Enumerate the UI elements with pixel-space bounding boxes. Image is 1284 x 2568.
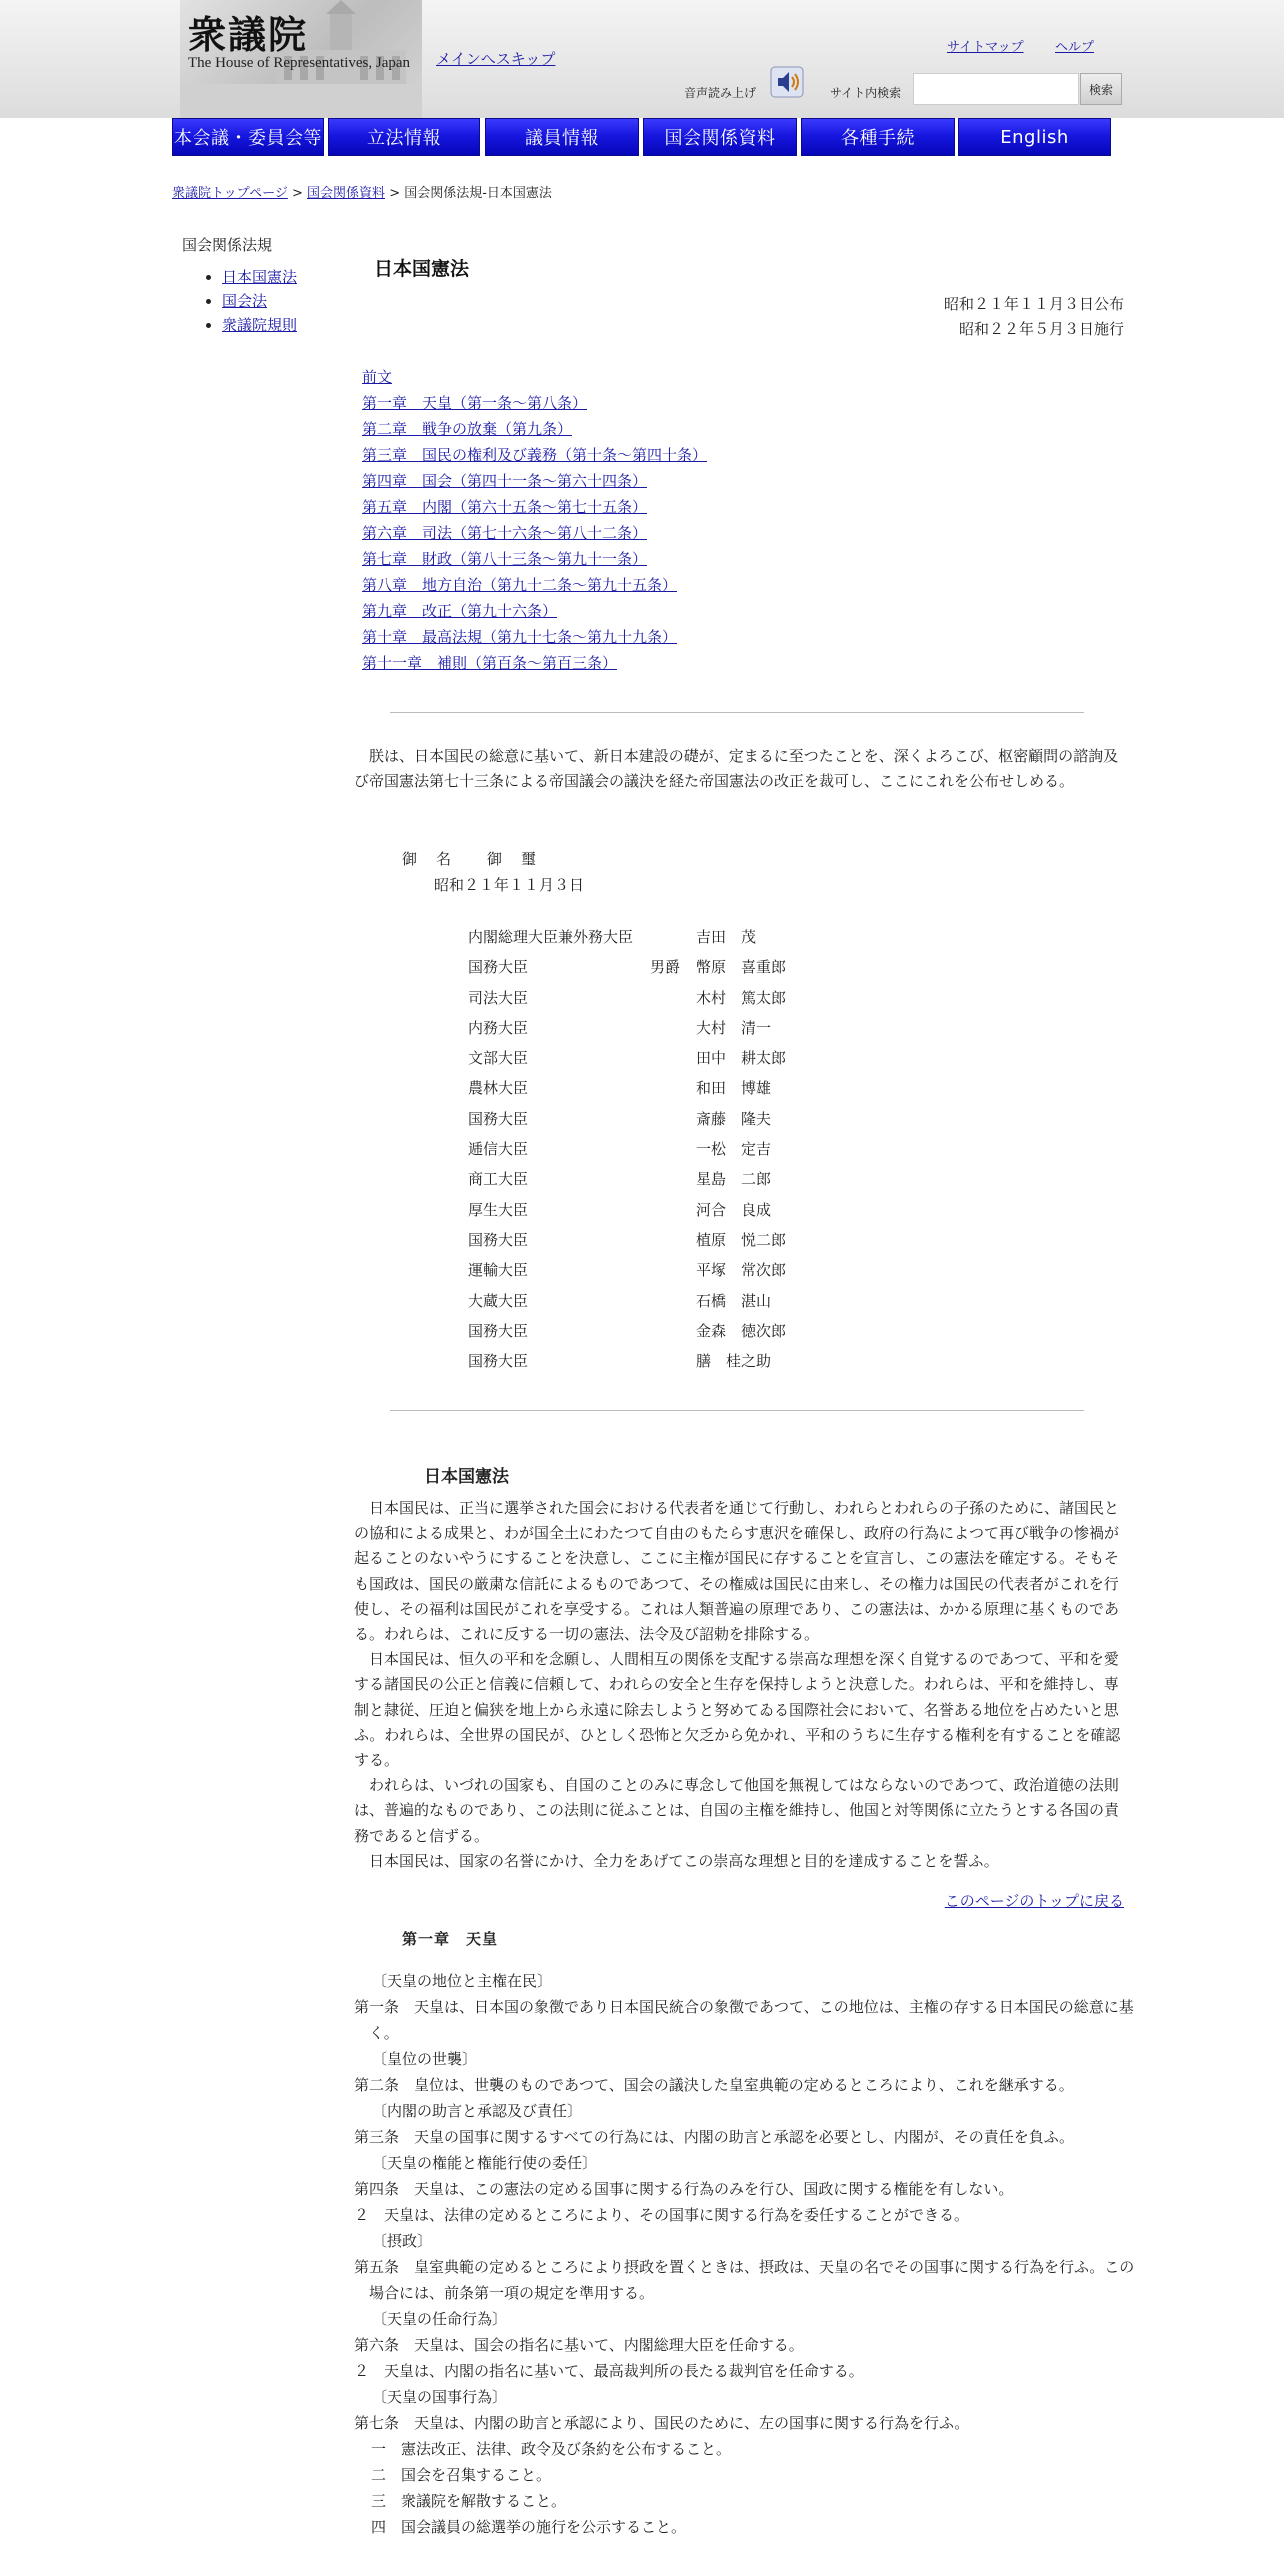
nav-english[interactable]: English xyxy=(958,118,1111,156)
sidebar-item xyxy=(222,289,352,313)
divider xyxy=(390,712,1084,713)
article-item: 一 憲法改正、法律、政令及び条約を公布すること。 xyxy=(371,2440,732,2458)
skip-to-main-link[interactable]: メインへスキップ xyxy=(436,50,556,68)
article-text: 第二条 皇位は、世襲のものであつて、国会の議決した皇室典範の定めるところにより、これを継承する。 xyxy=(354,2076,1074,2094)
sidebar xyxy=(182,234,352,337)
minister-title: 商工大臣 xyxy=(468,1170,529,1189)
minister-title: 大蔵大臣 xyxy=(468,1291,529,1310)
sidebar-link-house-rules[interactable]: 衆議院規則 xyxy=(222,316,298,334)
sidebar-item xyxy=(222,313,352,337)
preamble-paragraph: 日本国民は、恒久の平和を念願し、人間相互の関係を支配する崇高な理想を深く自覚するのであつて、平和を愛する諸国民の公正と信義に信頼して、われらの安全と生存を保持しようと決意した。われらは、平和を維持し、専制と隷従、圧迫と偏狭を地上から永遠に除去しようと努めてゐる国際社会において、名誉ある地位を占めたいと思ふ。われらは、全世界の国民が、ひとしく恐怖と欠乏から免かれ、平和のうちに生存する権利を有することを確認する。 xyxy=(354,1650,1121,1770)
sidebar-item xyxy=(222,265,352,289)
minister-title: 国務大臣 xyxy=(468,1109,529,1128)
toc-link[interactable]: 第八章 地方自治（第九十二条～第九十五条） xyxy=(362,576,678,594)
site-logo[interactable] xyxy=(180,0,422,118)
minister-name: 植原 悦二郎 xyxy=(696,1230,787,1249)
chapter-title: 第一章 天皇 xyxy=(402,1930,499,1948)
article-text: 第六条 天皇は、国会の指名に基いて、内閣総理大臣を任命する。 xyxy=(354,2336,804,2354)
article-caption: 〔天皇の国事行為〕 xyxy=(372,2388,508,2406)
minister-title: 国務大臣 xyxy=(468,958,529,977)
sidebar-link-diet-law[interactable]: 国会法 xyxy=(222,292,268,310)
global-navigation xyxy=(172,118,1112,156)
nav-plenary-committees[interactable]: 本会議・委員会等 xyxy=(172,118,324,156)
imperial-edict: 朕は、日本国民の総意に基いて、新日本建設の礎が、定まるに至つたことを、深くよろこび、枢密顧問の諮詢及び帝国憲法第七十三条による帝国議会の議決を経た帝国憲法の改正を裁可し、ここにこれを公布せしめる。 xyxy=(354,747,1119,790)
imperial-name-seal: 御 名 御 璽 xyxy=(402,850,539,868)
article-caption: 〔天皇の任命行為〕 xyxy=(372,2310,508,2328)
minister-name: 石橋 湛山 xyxy=(696,1291,772,1310)
speaker-icon[interactable] xyxy=(770,66,804,98)
article-caption: 〔皇位の世襲〕 xyxy=(372,2050,478,2068)
article-caption: 〔摂政〕 xyxy=(372,2232,433,2250)
article-item: 三 衆議院を解散すること。 xyxy=(371,2492,567,2510)
minister-title: 運輸大臣 xyxy=(468,1261,529,1280)
minister-name: 平塚 常次郎 xyxy=(696,1261,787,1280)
minister-name: 吉田 茂 xyxy=(696,928,757,946)
logo-english-text: The House of Representatives, Japan xyxy=(188,55,411,71)
breadcrumb-current: 国会関係法規-日本国憲法 xyxy=(404,186,552,201)
edict-date: 昭和２１年１１月３日 xyxy=(434,876,585,894)
minister-name: 木村 篤太郎 xyxy=(696,988,787,1007)
preamble-paragraph: 日本国民は、国家の名誉にかけ、全力をあげてこの崇高な理想と目的を達成することを誓ふ。 xyxy=(369,1851,999,1870)
minister-title: 国務大臣 xyxy=(468,1230,529,1249)
minister-name: 星島 二郎 xyxy=(696,1170,772,1189)
minister-title: 農林大臣 xyxy=(468,1079,529,1098)
article-text: 第五条 皇室典範の定めるところにより摂政を置くときは、摂政は、天皇の名でその国事に関する行為を行ふ。この場合には、前条第一項の規定を準用する。 xyxy=(354,2258,1135,2302)
preamble-paragraph: 日本国民は、正当に選挙された国会における代表者を通じて行動し、われらとわれらの子孫のために、諸国民との協和による成果と、わが国全土にわたつて自由のもたらす恵沢を確保し、政府の行為によつて再び戦争の惨禍が起ることのないやうにすることを決意し、ここに主権が国民に存することを宣言し、この憲法を確定する。そもそも国政は、国民の厳粛な信託によるものであつて、その権威は国民に由来し、その権力は国民の代表者がこれを行使し、その福利は国民がこれを享受する。これは人類普遍の原理であり、この憲法は、かかる原理に基くものである。われらは、これに反する一切の憲法、法令及び詔勅を排除する。 xyxy=(354,1499,1120,1644)
back-to-top-link[interactable]: このページのトップに戻る xyxy=(944,1892,1124,1910)
breadcrumb-home-link[interactable]: 衆議院トップページ xyxy=(172,186,288,201)
toc-link[interactable]: 第十一章 補則（第百条～第百三条） xyxy=(362,654,618,672)
nav-legislation-info[interactable]: 立法情報 xyxy=(328,118,480,156)
enforced-date: 昭和２２年５月３日施行 xyxy=(958,320,1124,338)
article-text: 第一条 天皇は、日本国の象徴であり日本国民統合の象徴であつて、この地位は、主権の存する日本国民の総意に基く。 xyxy=(354,1998,1134,2042)
article-caption: 〔内閣の助言と承認及び責任〕 xyxy=(372,2102,583,2120)
minister-title: 司法大臣 xyxy=(468,988,529,1007)
minister-title: 厚生大臣 xyxy=(468,1200,529,1219)
breadcrumb-separator: > xyxy=(389,186,401,201)
article-item: 二 国会を召集すること。 xyxy=(371,2466,552,2484)
minister-name: 一松 定吉 xyxy=(696,1140,772,1159)
minister-title: 文部大臣 xyxy=(468,1049,529,1068)
nav-diet-materials[interactable]: 国会関係資料 xyxy=(643,118,797,156)
minister-name: 金森 徳次郎 xyxy=(696,1321,787,1340)
toc-link[interactable]: 第七章 財政（第八十三条～第九十一条） xyxy=(362,550,648,568)
article-caption: 〔天皇の地位と主権在民〕 xyxy=(372,1972,553,1990)
toc-link[interactable]: 第五章 内閣（第六十五条～第七十五条） xyxy=(362,498,648,516)
toc-link[interactable]: 第二章 戦争の放棄（第九条） xyxy=(362,420,573,438)
site-search-input[interactable] xyxy=(913,73,1079,105)
promulgated-date: 昭和２１年１１月３日公布 xyxy=(943,295,1124,313)
toc-link[interactable]: 第九章 改正（第九十六条） xyxy=(362,602,558,620)
preamble-paragraph: われらは、いづれの国家も、自国のことのみに専念して他国を無視してはならないのであつて、政治道徳の法則は、普遍的なものであり、この法則に従ふことは、自国の主権を維持し、他国と対等関係に立たうとする各国の責務であると信ずる。 xyxy=(354,1776,1120,1845)
divider xyxy=(390,1410,1084,1411)
minister-name: 大村 清一 xyxy=(696,1018,772,1037)
article-paragraph: ２ 天皇は、内閣の指名に基いて、最高裁判所の長たる裁判官を任命する。 xyxy=(354,2362,864,2380)
article-item: 四 国会議員の総選挙の施行を公示すること。 xyxy=(371,2518,687,2536)
article-paragraph: ２ 天皇は、法律の定めるところにより、その国事に関する行為を委任することができる。 xyxy=(354,2206,970,2224)
breadcrumb xyxy=(172,182,552,201)
sidebar-list xyxy=(182,265,352,337)
minister-title: 逓信大臣 xyxy=(468,1140,529,1159)
toc-link[interactable]: 前文 xyxy=(362,368,393,386)
toc-link[interactable]: 第三章 国民の権利及び義務（第十条～第四十条） xyxy=(362,446,708,464)
help-link[interactable]: ヘルプ xyxy=(1055,40,1095,55)
article-text: 第三条 天皇の国事に関するすべての行為には、内閣の助言と承認を必要とし、内閣が、その責任を負ふ。 xyxy=(354,2128,1075,2146)
minister-name: 斎藤 隆夫 xyxy=(696,1109,772,1128)
article-text: 第四条 天皇は、この憲法の定める国事に関する行為のみを行ひ、国政に関する権能を有しない。 xyxy=(354,2180,1014,2198)
nav-procedures[interactable]: 各種手続 xyxy=(801,118,955,156)
minister-title: 国務大臣 xyxy=(468,1352,529,1371)
minister-name: 河合 良成 xyxy=(696,1200,772,1219)
toc-link[interactable]: 第十章 最高法規（第九十七条～第九十九条） xyxy=(362,628,678,646)
breadcrumb-section-link[interactable]: 国会関係資料 xyxy=(307,186,386,201)
breadcrumb-separator: > xyxy=(291,186,303,201)
sidebar-link-constitution[interactable]: 日本国憲法 xyxy=(222,268,298,286)
toc-link[interactable]: 第一章 天皇（第一条～第八条） xyxy=(362,394,588,412)
minister-name: 幣原 喜重郎 xyxy=(696,958,787,977)
table-of-contents xyxy=(362,364,707,676)
minister-rank: 男爵 xyxy=(650,958,681,977)
toc-link[interactable]: 第四章 国会（第四十一条～第六十四条） xyxy=(362,472,648,490)
article-text: 第七条 天皇は、内閣の助言と承認により、国民のために、左の国事に関する行為を行ふ。 xyxy=(354,2414,970,2432)
minister-title: 内務大臣 xyxy=(468,1018,529,1037)
article-caption: 〔天皇の権能と権能行使の委任〕 xyxy=(372,2154,598,2172)
article-list xyxy=(354,1968,1144,2540)
promulgation-dates xyxy=(944,292,1124,342)
nav-member-info[interactable]: 議員情報 xyxy=(485,118,639,156)
minister-title: 国務大臣 xyxy=(468,1321,529,1340)
minister-name: 和田 博雄 xyxy=(696,1079,772,1098)
constitution-title: 日本国憲法 xyxy=(424,1467,509,1487)
logo-japanese-text: 衆議院 xyxy=(188,12,309,57)
search-button[interactable]: 検索 xyxy=(1080,73,1122,105)
site-header xyxy=(0,0,1284,149)
sitemap-link[interactable]: サイトマップ xyxy=(947,40,1024,55)
voice-reader-label: 音声読み上げ xyxy=(684,86,757,100)
minister-title: 内閣総理大臣兼外務大臣 xyxy=(468,928,634,946)
site-search-label: サイト内検索 xyxy=(830,86,902,100)
sidebar-title: 国会関係法規 xyxy=(182,236,273,254)
preamble xyxy=(354,1496,1124,1874)
toc-link[interactable]: 第六章 司法（第七十六条～第八十二条） xyxy=(362,524,648,542)
minister-name: 膳 桂之助 xyxy=(696,1352,772,1371)
page-title: 日本国憲法 xyxy=(374,258,470,280)
minister-name: 田中 耕太郎 xyxy=(696,1049,787,1068)
